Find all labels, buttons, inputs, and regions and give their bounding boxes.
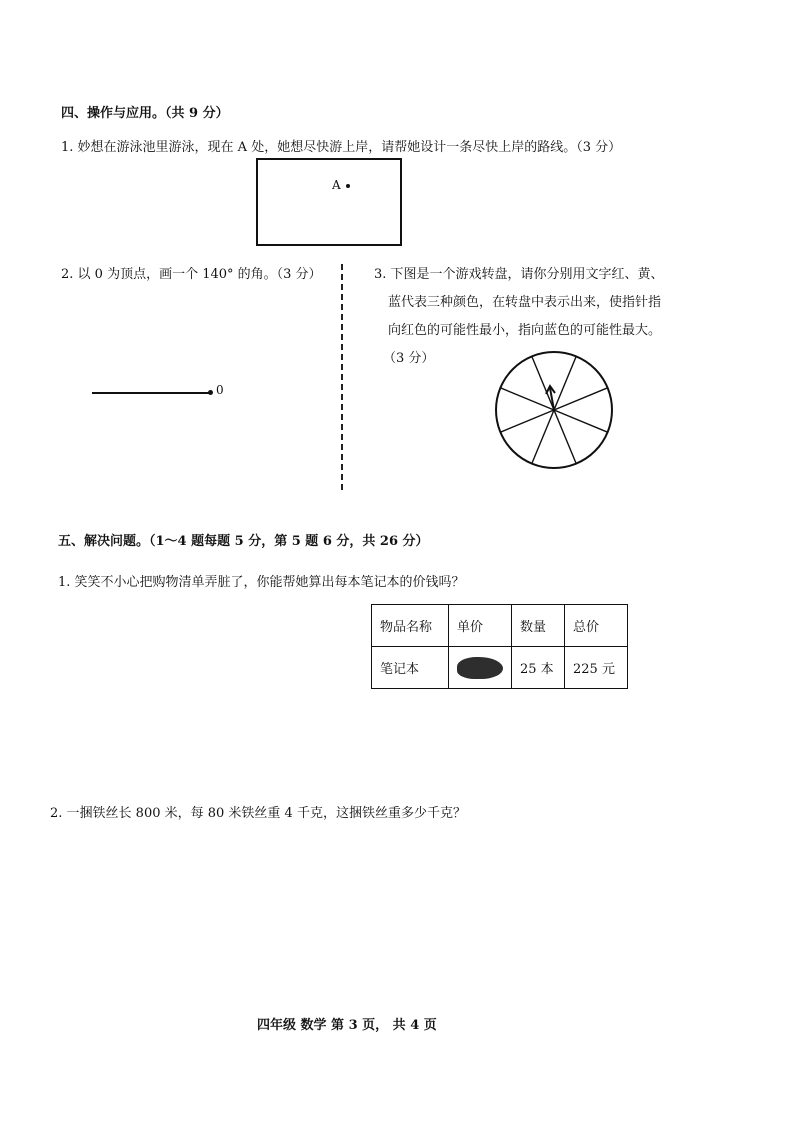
vertex-label: 0: [216, 383, 224, 397]
table-header-row: [372, 605, 628, 647]
game-spinner: [492, 350, 616, 474]
table-row: [372, 647, 628, 689]
point-a-dot: [346, 184, 350, 188]
section-5-title: 五、解决问题。（1～4 题每题 5 分，第 5 题 6 分，共 26 分）: [58, 534, 429, 549]
cell-item: 笔记本: [372, 647, 449, 689]
angle-ray: [92, 392, 210, 394]
section-4-title: 四、操作与应用。（共 9 分）: [61, 106, 229, 121]
header-unit-price: 单价: [449, 605, 512, 647]
question-4-3-line-2: 蓝代表三种颜色，在转盘中表示出来，使指针指: [388, 295, 662, 310]
header-item-name: 物品名称: [372, 605, 449, 647]
dashed-divider: [341, 264, 343, 490]
question-4-3-points: （3 分）: [383, 351, 435, 366]
point-a-label: A: [332, 178, 341, 192]
ink-smudge-icon: [457, 657, 503, 679]
question-4-2: 2. 以 0 为顶点，画一个 140° 的角。（3 分）: [61, 267, 322, 282]
question-5-1: 1. 笑笑不小心把购物清单弄脏了，你能帮她算出每本笔记本的价钱吗？: [58, 575, 465, 590]
spinner-pointer-icon: [546, 386, 555, 410]
swimming-pool-rectangle: [256, 158, 402, 246]
vertex-dot: [208, 390, 213, 395]
shopping-list-table: [371, 604, 628, 689]
cell-unit-price: [449, 647, 512, 689]
page-footer: 四年级 数学 第 3 页， 共 4 页: [257, 1018, 437, 1033]
question-4-3-line-1: 3. 下图是一个游戏转盘，请你分别用文字红、黄、: [374, 267, 664, 282]
header-total: 总价: [565, 605, 628, 647]
cell-total: 225 元: [565, 647, 628, 689]
question-5-2: 2. 一捆铁丝长 800 米，每 80 米铁丝重 4 千克，这捆铁丝重多少千克？: [50, 806, 466, 821]
question-4-1: 1. 妙想在游泳池里游泳，现在 A 处，她想尽快游上岸，请帮她设计一条尽快上岸的路线。（3 分）: [61, 140, 622, 155]
cell-quantity: 25 本: [512, 647, 565, 689]
question-4-3-line-3: 向红色的可能性最小，指向蓝色的可能性最大。: [388, 323, 662, 338]
header-quantity: 数量: [512, 605, 565, 647]
